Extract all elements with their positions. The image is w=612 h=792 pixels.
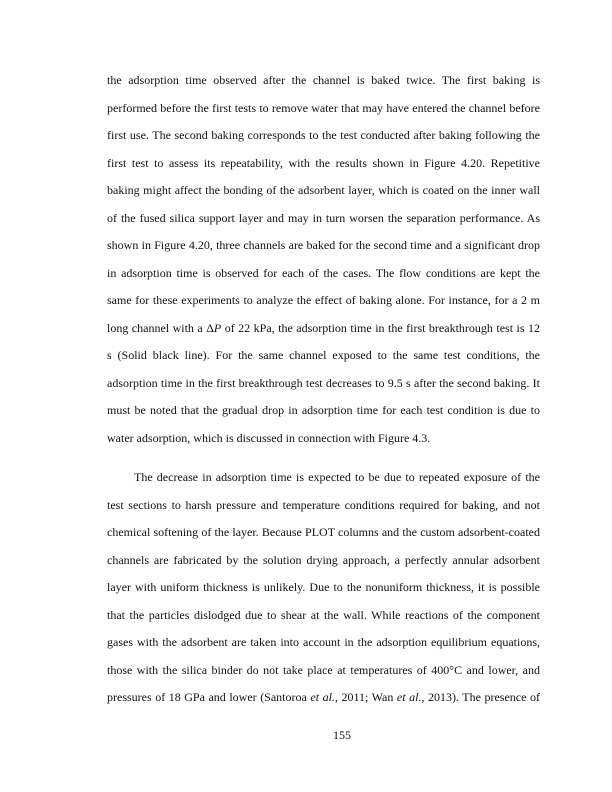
text-line: performed before the first tests to remove water that may have entered the channel before: [107, 100, 540, 115]
text-line: gases with the adsorbent are taken into account in the adsorption equilibrium equations,: [107, 635, 540, 649]
text-line: same for these experiments to analyze the effect of baking alone. For instance, for a 2 m: [107, 293, 540, 307]
text-line: first use. The second baking corresponds to the test conducted after baking following the: [107, 128, 540, 142]
text-line: pressures of 18 GPa and lower (Santoroa et al., 2011; Wan et al., 2013). The presence of: [107, 690, 540, 704]
text-line: must be noted that the gradual drop in adsorption time for each test condition is due to: [107, 403, 540, 417]
paragraph: [107, 464, 540, 712]
text-line: in adsorption time is observed for each of the cases. The flow conditions are kept the: [107, 265, 540, 280]
text-line: of the fused silica support layer and may in turn worsen the separation performance. As: [107, 210, 540, 225]
text-line: that the particles dislodged due to shear at the wall. While reactions of the component: [107, 607, 540, 622]
text-line: baking might affect the bonding of the adsorbent layer, which is coated on the inner wall: [107, 183, 540, 197]
paragraph: [107, 67, 540, 452]
text-line: s (Solid black line). For the same channel exposed to the same test conditions, the: [107, 348, 540, 362]
text-line: The decrease in adsorption time is expected to be due to repeated exposure of the: [134, 470, 540, 484]
page-number: 155: [333, 728, 351, 742]
text-line: adsorption time in the first breakthrough test decreases to 9.5 s after the second baking. It: [107, 375, 540, 390]
text-line: the adsorption time observed after the channel is baked twice. The first baking is: [107, 73, 540, 87]
text-line: chemical softening of the layer. Because PLOT columns and the custom adsorbent-coated: [107, 525, 540, 539]
text-line: long channel with a ΔP of 22 kPa, the adsorption time in the first breakthrough test is 12: [107, 320, 540, 335]
text-line: water adsorption, which is discussed in connection with Figure 4.3.: [107, 430, 431, 445]
text-line: those with the silica binder do not take place at temperatures of 400°C and lower, and: [107, 662, 540, 677]
text-line: layer with uniform thickness is unlikely. Due to the nonuniform thickness, it is possible: [107, 580, 540, 594]
text-line: shown in Figure 4.20, three channels are baked for the second time and a significant drop: [107, 238, 540, 252]
text-line: test sections to harsh pressure and temperature conditions required for baking, and not: [107, 497, 540, 512]
text-block: [107, 67, 540, 712]
text-line: channels are fabricated by the solution drying approach, a perfectly annular adsorbent: [107, 552, 540, 567]
text-line: first test to assess its repeatability, with the results shown in Figure 4.20. Repetitive: [107, 155, 540, 170]
